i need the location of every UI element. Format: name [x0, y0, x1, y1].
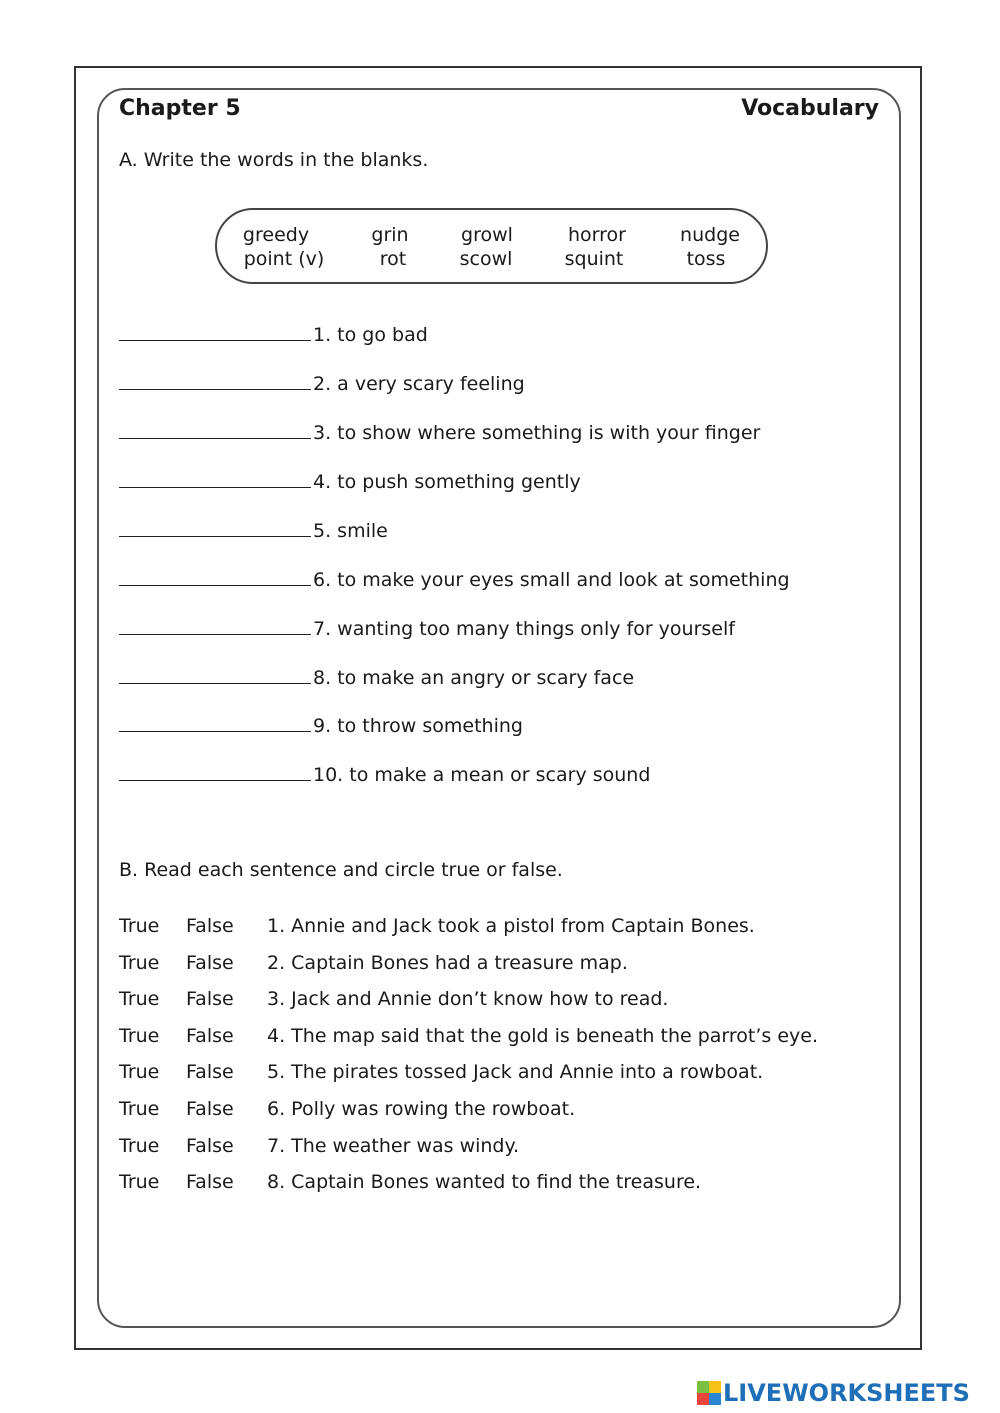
statement-text: 7. The weather was windy.	[267, 1135, 520, 1157]
false-option[interactable]: False	[186, 1171, 234, 1193]
word-bank-item: scowl	[459, 248, 513, 270]
true-option[interactable]: True	[119, 952, 160, 974]
answer-blank[interactable]	[119, 760, 311, 781]
definition-text: 2. a very scary feeling	[313, 373, 525, 395]
part-b-instruction: B. Read each sentence and circle true or false.	[119, 859, 563, 881]
true-false-row	[119, 915, 879, 941]
definition-row	[119, 565, 790, 591]
word-bank-item: growl	[461, 224, 513, 246]
true-option[interactable]: True	[119, 915, 160, 937]
word-bank-item: grin	[371, 224, 409, 246]
answer-blank[interactable]	[119, 369, 311, 390]
answer-blank[interactable]	[119, 320, 311, 341]
definition-text: 5. smile	[313, 520, 388, 542]
true-false-row	[119, 1135, 879, 1161]
true-false-row	[119, 1025, 879, 1051]
false-option[interactable]: False	[186, 1025, 234, 1047]
true-option[interactable]: True	[119, 1061, 160, 1083]
liveworksheets-brand	[697, 1376, 970, 1410]
false-option[interactable]: False	[186, 915, 234, 937]
true-false-row	[119, 952, 879, 978]
definition-row	[119, 663, 634, 689]
false-option[interactable]: False	[186, 1061, 234, 1083]
definition-row	[119, 760, 650, 786]
word-bank-item: squint	[564, 248, 624, 270]
definition-text: 10. to make a mean or scary sound	[313, 764, 651, 786]
definition-row	[119, 614, 735, 640]
answer-blank[interactable]	[119, 614, 311, 635]
statement-text: 5. The pirates tossed Jack and Annie into a rowboat.	[267, 1061, 764, 1083]
statement-text: 2. Captain Bones had a treasure map.	[267, 952, 628, 974]
definition-text: 6. to make your eyes small and look at something	[313, 569, 790, 591]
definition-text: 3. to show where something is with your finger	[313, 422, 761, 444]
word-bank	[215, 208, 768, 284]
answer-blank[interactable]	[119, 711, 311, 732]
true-option[interactable]: True	[119, 1135, 160, 1157]
definition-text: 9. to throw something	[313, 715, 523, 737]
definition-row	[119, 369, 525, 395]
definition-row	[119, 516, 388, 542]
true-false-row	[119, 1171, 879, 1197]
true-option[interactable]: True	[119, 988, 160, 1010]
true-option[interactable]: True	[119, 1098, 160, 1120]
answer-blank[interactable]	[119, 516, 311, 537]
answer-blank[interactable]	[119, 663, 311, 684]
liveworksheets-logo-icon	[697, 1381, 721, 1405]
definition-text: 4. to push something gently	[313, 471, 581, 493]
true-false-row	[119, 988, 879, 1014]
statement-text: 4. The map said that the gold is beneath the parrot’s eye.	[267, 1025, 819, 1047]
false-option[interactable]: False	[186, 988, 234, 1010]
word-bank-item: toss	[686, 248, 726, 270]
definition-row	[119, 418, 760, 444]
section-title: Vocabulary	[741, 96, 879, 121]
definition-row	[119, 320, 428, 346]
definition-text: 7. wanting too many things only for yourself	[313, 618, 735, 640]
word-bank-item: horror	[568, 224, 626, 246]
word-bank-item: point (v)	[243, 248, 325, 270]
definition-text: 1. to go bad	[313, 324, 428, 346]
false-option[interactable]: False	[186, 1098, 234, 1120]
definition-row	[119, 711, 523, 737]
true-false-row	[119, 1098, 879, 1124]
statement-text: 8. Captain Bones wanted to find the treasure.	[267, 1171, 702, 1193]
definition-row	[119, 467, 581, 493]
answer-blank[interactable]	[119, 565, 311, 586]
chapter-title: Chapter 5	[119, 96, 241, 121]
true-false-row	[119, 1061, 879, 1087]
true-option[interactable]: True	[119, 1025, 160, 1047]
word-bank-item: greedy	[242, 224, 310, 246]
word-bank-item: nudge	[680, 224, 740, 246]
brand-name: LIVEWORKSHEETS	[723, 1379, 970, 1407]
false-option[interactable]: False	[186, 1135, 234, 1157]
statement-text: 3. Jack and Annie don’t know how to read.	[267, 988, 669, 1010]
answer-blank[interactable]	[119, 467, 311, 488]
definition-text: 8. to make an angry or scary face	[313, 667, 635, 689]
answer-blank[interactable]	[119, 418, 311, 439]
part-a-instruction: A. Write the words in the blanks.	[119, 149, 429, 171]
false-option[interactable]: False	[186, 952, 234, 974]
statement-text: 1. Annie and Jack took a pistol from Captain Bones.	[267, 915, 755, 937]
true-option[interactable]: True	[119, 1171, 160, 1193]
word-bank-item: rot	[379, 248, 407, 270]
statement-text: 6. Polly was rowing the rowboat.	[267, 1098, 576, 1120]
